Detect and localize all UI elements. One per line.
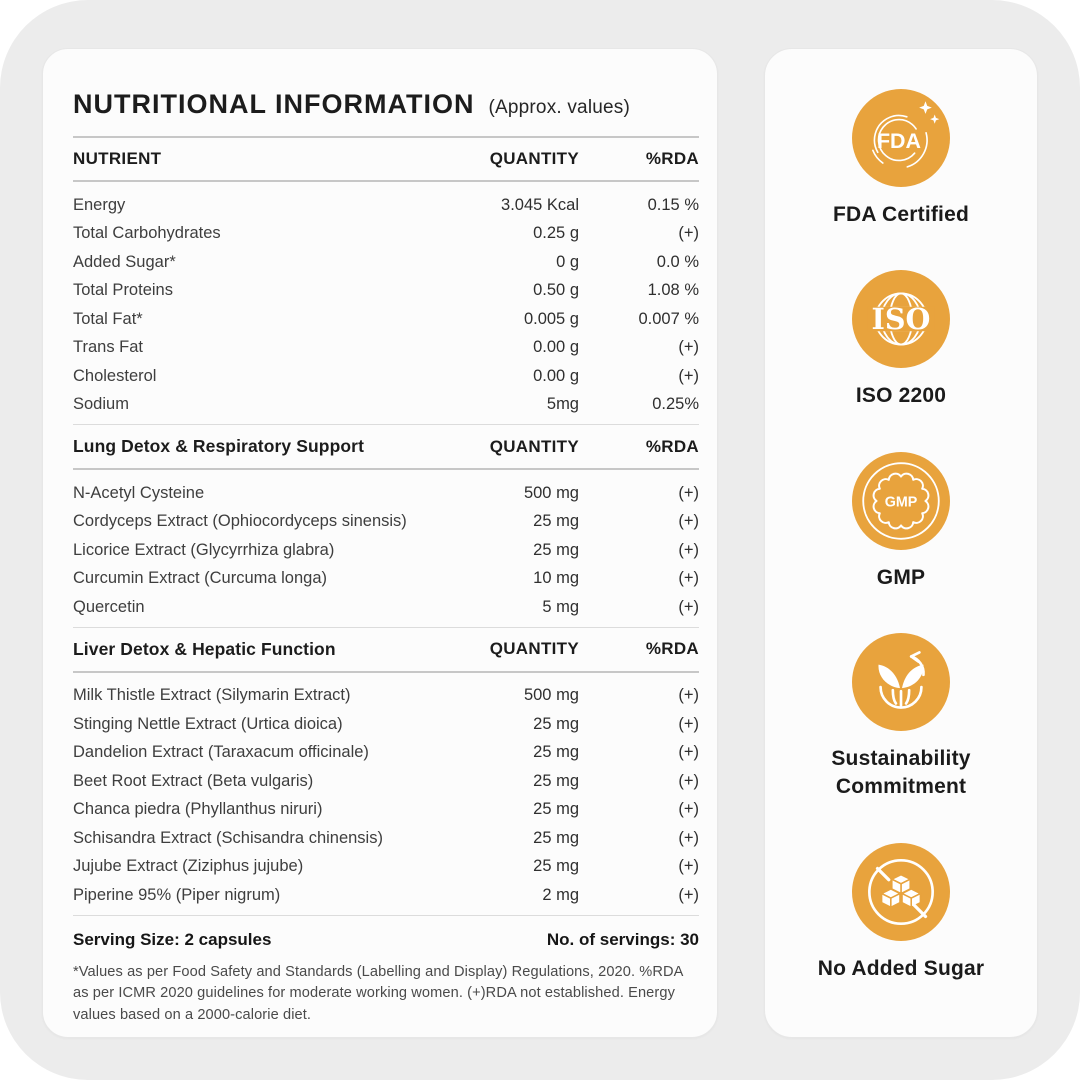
nutrient-rda: 0.007 % <box>638 309 699 328</box>
section-header-liver-detox <box>73 628 699 671</box>
nutrient-name: Total Fat* <box>73 309 143 328</box>
nutrient-rda: 0.15 % <box>647 195 699 214</box>
section-title: Liver Detox & Hepatic Function <box>73 638 336 659</box>
nutrient-quantity: 3.045 Kcal <box>501 195 579 214</box>
nutrient-rda: (+) <box>678 540 699 559</box>
nutrient-name: Added Sugar* <box>73 252 176 271</box>
table-row <box>73 565 699 594</box>
nutrient-rda: (+) <box>678 569 699 588</box>
nutrient-name: Chanca piedra (Phyllanthus niruri) <box>73 800 323 819</box>
badge-label: No Added Sugar <box>817 956 985 980</box>
serving-info-row <box>73 916 699 962</box>
nutrient-rda: 0.25% <box>652 395 699 414</box>
nutrient-quantity: 25 mg <box>533 714 579 733</box>
panel-title-row <box>73 89 699 120</box>
nutrient-rda: (+) <box>678 686 699 705</box>
table-row <box>73 191 699 220</box>
nutrient-name: Cordyceps Extract (Ophiocordyceps sinensis) <box>73 512 407 531</box>
table-row <box>73 508 699 537</box>
column-header-rda: %RDA <box>645 149 699 168</box>
nutrient-name: Trans Fat <box>73 338 143 357</box>
nutrient-quantity: 5mg <box>546 395 579 414</box>
sustainability-leaf-icon <box>852 633 950 731</box>
nutrient-name: N-Acetyl Cysteine <box>73 483 205 502</box>
badge-sustainability <box>801 633 1001 802</box>
fda-seal-icon <box>852 89 950 187</box>
nutrient-name: Curcumin Extract (Curcuma longa) <box>73 569 327 588</box>
nutrient-rda: (+) <box>678 512 699 531</box>
nutrient-rda: (+) <box>678 338 699 357</box>
section-header-lung-detox <box>73 425 699 468</box>
nutrition-panel-card <box>42 48 718 1038</box>
column-header-rda: %RDA <box>645 436 699 456</box>
table-row <box>73 853 699 882</box>
column-header-nutrient: NUTRIENT <box>73 149 162 168</box>
table-row <box>73 739 699 768</box>
page-title: NUTRITIONAL INFORMATION <box>73 89 475 119</box>
table-row <box>73 277 699 306</box>
badge-no-added-sugar <box>818 843 985 983</box>
table-row <box>73 536 699 565</box>
table-row <box>73 881 699 910</box>
badge-fda-certified <box>833 89 969 229</box>
nutrient-name: Milk Thistle Extract (Silymarin Extract) <box>73 686 351 705</box>
nutrient-rda: (+) <box>678 714 699 733</box>
footnote-text: *Values as per Food Safety and Standards (Labelling and Display) Regulations, 2020. %RDA as per ICMR 2020 guidelines for moderate working women. (+)RDA not established. Energy values based on a 2000-calorie diet. <box>73 963 683 1024</box>
nutrient-quantity: 0.005 g <box>523 309 579 328</box>
nutrient-rows <box>73 470 699 627</box>
certifications-card <box>764 48 1038 1038</box>
table-row <box>73 305 699 334</box>
nutrient-rows <box>73 182 699 424</box>
nutrient-rda: 0.0 % <box>656 252 699 271</box>
nutrient-rda: (+) <box>678 828 699 847</box>
nutrient-name: Licorice Extract (Glycyrrhiza glabra) <box>73 540 335 559</box>
nutrient-rda: (+) <box>678 483 699 502</box>
nutrient-rda: (+) <box>678 857 699 876</box>
table-row <box>73 710 699 739</box>
nutrient-rda: (+) <box>678 597 699 616</box>
nutrient-quantity: 25 mg <box>533 771 579 790</box>
nutrient-quantity: 25 mg <box>533 540 579 559</box>
nutrient-name: Jujube Extract (Ziziphus jujube) <box>73 857 304 876</box>
nutrient-quantity: 0.25 g <box>533 224 579 243</box>
nutrient-rda: (+) <box>678 771 699 790</box>
column-header-quantity: QUANTITY <box>489 149 579 168</box>
table-row <box>73 479 699 508</box>
nutrient-quantity: 25 mg <box>533 743 579 762</box>
nutrient-name: Beet Root Extract (Beta vulgaris) <box>73 771 314 790</box>
section-title: Lung Detox & Respiratory Support <box>73 436 364 456</box>
table-row <box>73 796 699 825</box>
column-header-quantity: QUANTITY <box>489 436 579 456</box>
badge-label: GMP <box>876 565 926 589</box>
column-header-rda: %RDA <box>645 639 699 658</box>
table-row <box>73 248 699 277</box>
nutrient-quantity: 0 g <box>556 252 579 271</box>
gmp-seal-icon <box>852 452 950 550</box>
nutrient-quantity: 25 mg <box>533 800 579 819</box>
nutrient-quantity: 500 mg <box>523 483 579 502</box>
table-header-row <box>73 138 699 180</box>
nutrient-name: Total Proteins <box>73 281 173 300</box>
nutrient-quantity: 2 mg <box>542 885 579 904</box>
nutrient-name: Piperine 95% (Piper nigrum) <box>73 885 281 904</box>
servings-count-label: No. of servings: 30 <box>546 929 699 949</box>
table-row <box>73 334 699 363</box>
table-row <box>73 682 699 711</box>
table-row <box>73 767 699 796</box>
serving-size-label: Serving Size: 2 capsules <box>73 929 272 949</box>
gmp-icon-text: GMP <box>884 494 918 511</box>
nutrient-name: Sodium <box>73 395 129 414</box>
badge-iso <box>852 270 950 410</box>
table-row <box>73 220 699 249</box>
nutrient-rda: (+) <box>678 224 699 243</box>
nutrient-name: Energy <box>73 195 126 214</box>
nutrient-rda: 1.08 % <box>647 281 699 300</box>
nutrient-name: Stinging Nettle Extract (Urtica dioica) <box>73 714 343 733</box>
nutrient-quantity: 10 mg <box>533 569 579 588</box>
fda-icon-text: FDA <box>876 129 921 154</box>
nutrient-name: Quercetin <box>73 597 145 616</box>
nutrient-name: Schisandra Extract (Schisandra chinensis) <box>73 828 383 847</box>
table-row <box>73 593 699 622</box>
table-row <box>73 824 699 853</box>
badge-label: FDA Certified <box>833 203 969 226</box>
nutrient-quantity: 0.50 g <box>533 281 579 300</box>
nutrient-quantity: 5 mg <box>542 597 579 616</box>
table-row <box>73 391 699 420</box>
nutrient-quantity: 0.00 g <box>533 338 579 357</box>
nutrient-name: Total Carbohydrates <box>73 224 221 243</box>
nutrient-rda: (+) <box>678 885 699 904</box>
nutrient-quantity: 25 mg <box>533 828 579 847</box>
nutrient-rows <box>73 673 699 915</box>
table-row <box>73 362 699 391</box>
nutrient-quantity: 25 mg <box>533 512 579 531</box>
nutrient-name: Cholesterol <box>73 366 157 385</box>
no-sugar-cubes-icon <box>852 843 950 941</box>
nutrient-name: Dandelion Extract (Taraxacum officinale) <box>73 743 369 762</box>
iso-icon-text: ISO <box>871 302 931 337</box>
nutrient-quantity: 500 mg <box>523 686 579 705</box>
badge-label: ISO 2200 <box>855 384 947 408</box>
page-title-suffix: (Approx. values) <box>488 97 631 118</box>
nutrient-quantity: 25 mg <box>533 857 579 876</box>
iso-globe-icon <box>852 270 950 368</box>
column-header-quantity: QUANTITY <box>489 639 579 658</box>
badge-label: Sustainability Commitment <box>831 747 971 799</box>
nutrient-quantity: 0.00 g <box>533 366 579 385</box>
nutrient-rda: (+) <box>678 800 699 819</box>
badge-gmp <box>852 452 950 592</box>
nutrient-rda: (+) <box>678 743 699 762</box>
nutrient-rda: (+) <box>678 366 699 385</box>
